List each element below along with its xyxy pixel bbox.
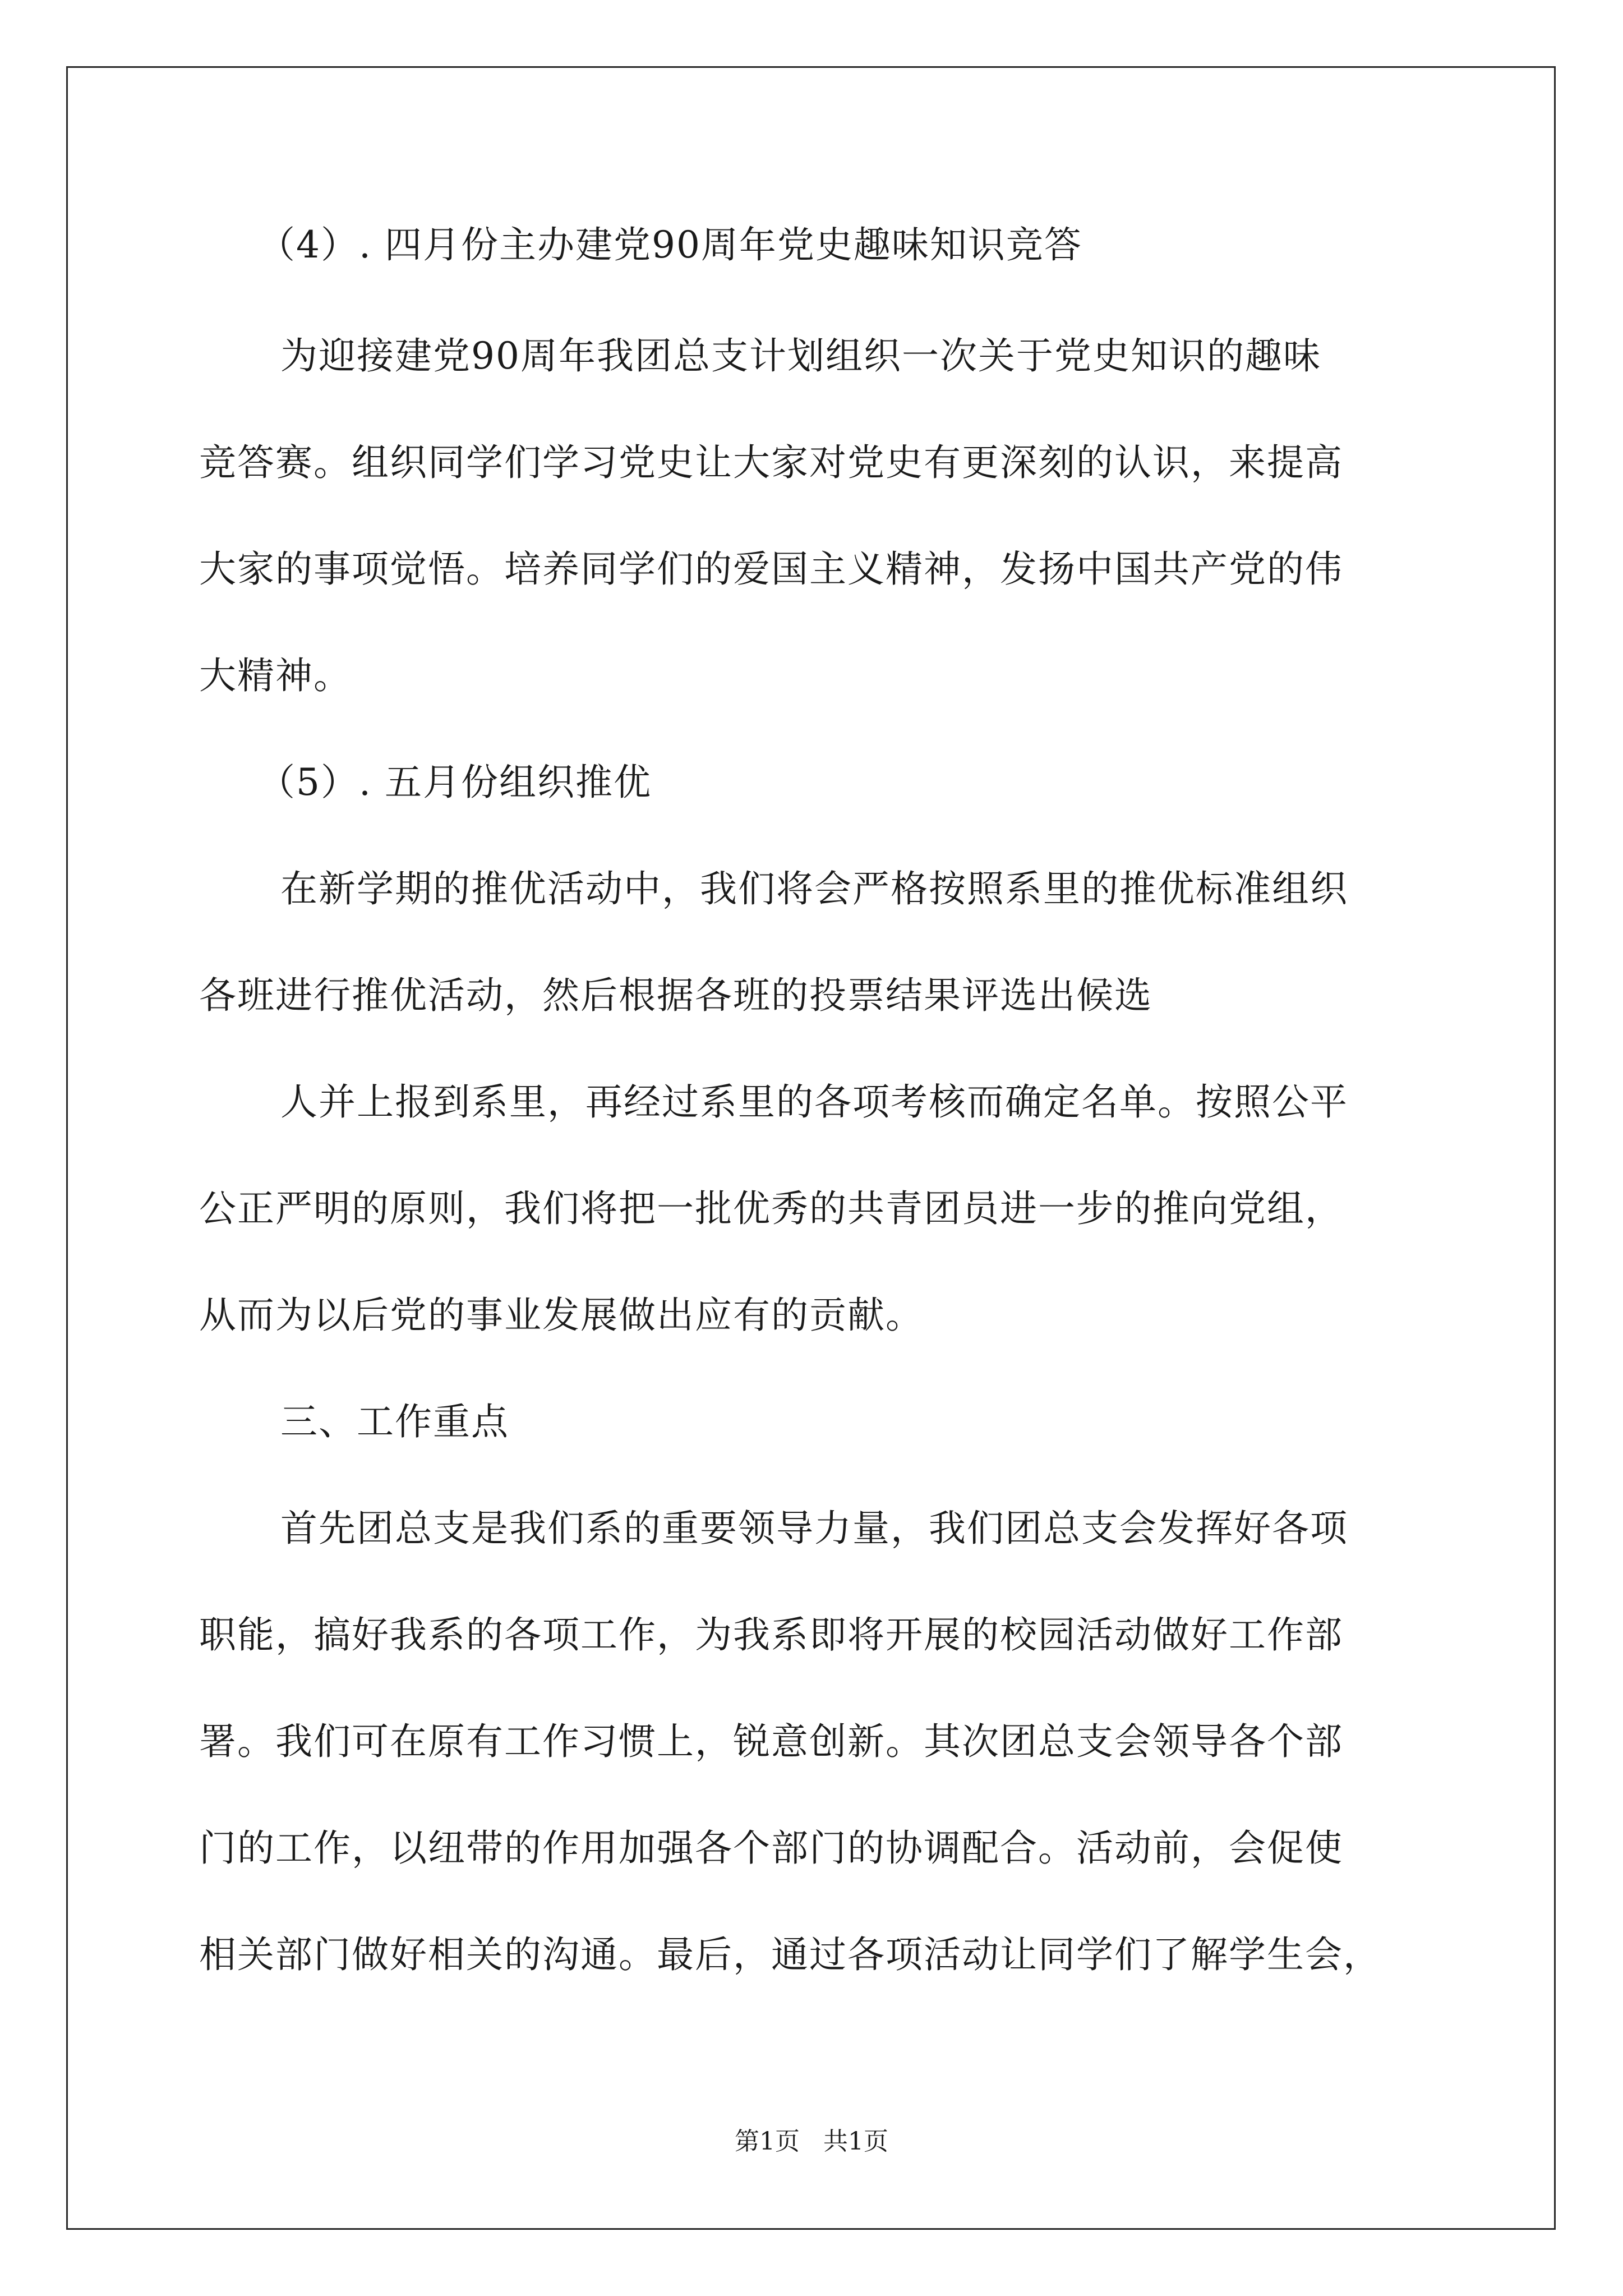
page-footer: 第1页 共1页: [735, 2127, 888, 2156]
page-border: [66, 66, 1556, 2230]
paragraph-line: 大精神。: [199, 654, 352, 697]
heading-april-quiz: （4）. 四月份主办建党90周年党史趣味知识竞答: [258, 223, 1082, 266]
paragraph-line: 竞答赛。组织同学们学习党史让大家对党史有更深刻的认识，来提高: [199, 441, 1343, 484]
paragraph-line: 职能，搞好我系的各项工作，为我系即将开展的校园活动做好工作部: [199, 1613, 1343, 1657]
paragraph-line: 署。我们可在原有工作习惯上，锐意创新。其次团总支会领导各个部: [199, 1720, 1343, 1763]
heading-work-focus: 三、工作重点: [280, 1400, 509, 1443]
heading-may-recommend: （5）. 五月份组织推优: [258, 761, 652, 804]
paragraph-line: 大家的事项觉悟。培养同学们的爱国主义精神，发扬中国共产党的伟: [199, 547, 1343, 591]
paragraph-line: 公正严明的原则，我们将把一批优秀的共青团员进一步的推向党组，: [199, 1187, 1343, 1230]
paragraph-line: 门的工作，以纽带的作用加强各个部门的协调配合。活动前，会促使: [199, 1826, 1343, 1870]
paragraph-line: 从而为以后党的事业发展做出应有的贡献。: [199, 1294, 924, 1337]
paragraph-line: 在新学期的推优活动中，我们将会严格按照系里的推优标准组织: [280, 867, 1348, 910]
paragraph-line: 为迎接建党90周年我团总支计划组织一次关于党史知识的趣味: [280, 334, 1321, 378]
paragraph-line: 首先团总支是我们系的重要领导力量，我们团总支会发挥好各项: [280, 1507, 1348, 1550]
paragraph-line: 人并上报到系里，再经过系里的各项考核而确定名单。按照公平: [280, 1080, 1348, 1124]
paragraph-line: 各班进行推优活动，然后根据各班的投票结果评选出候选: [199, 974, 1152, 1017]
paragraph-line: 相关部门做好相关的沟通。最后，通过各项活动让同学们了解学生会，: [199, 1933, 1381, 1976]
